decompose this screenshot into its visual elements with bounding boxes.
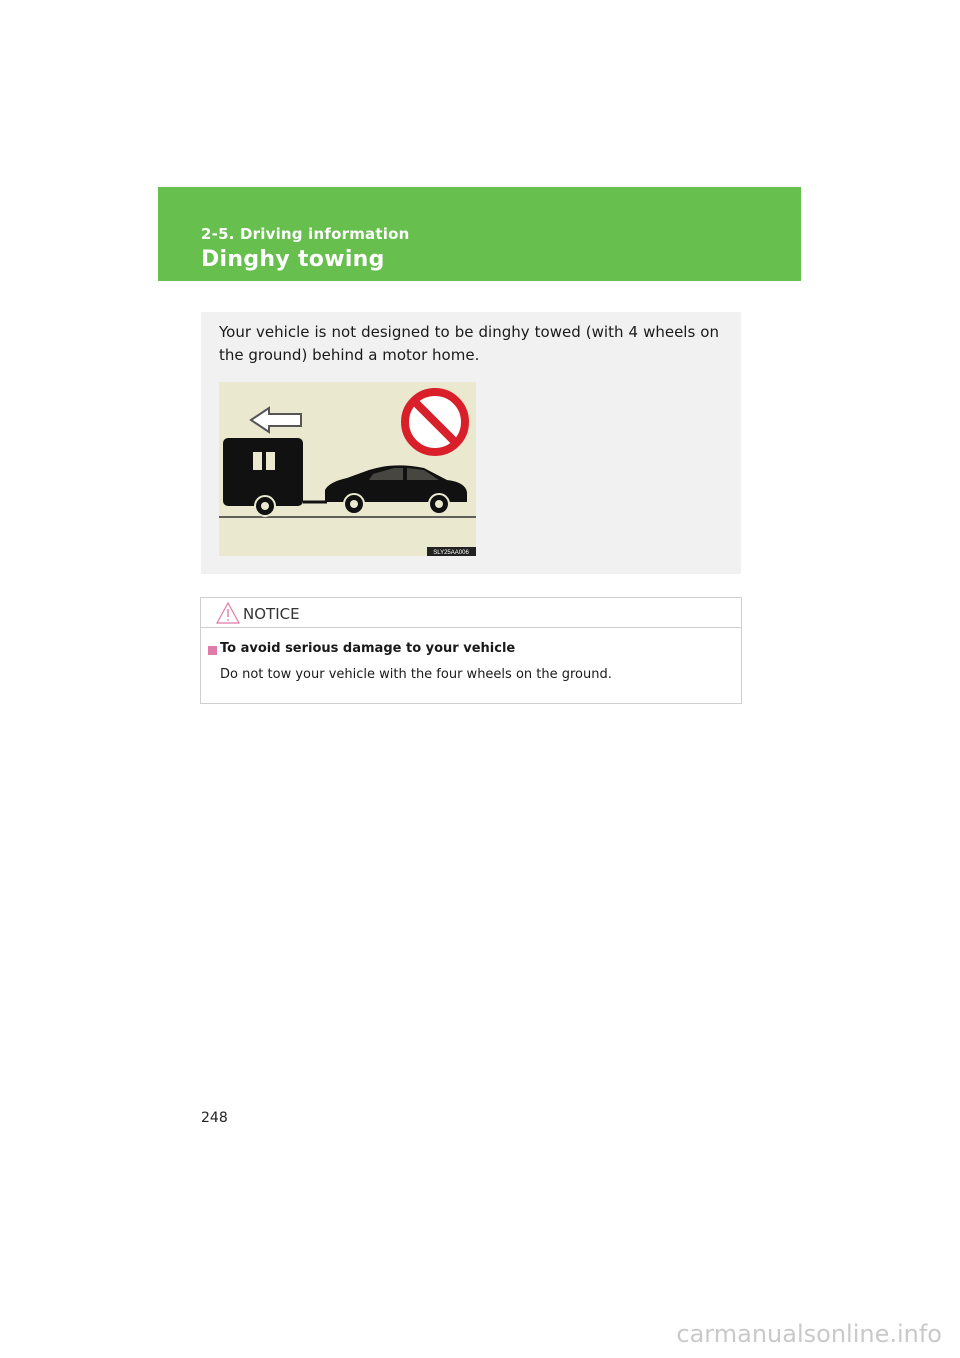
bullet-square-icon <box>208 646 217 655</box>
warning-triangle-icon <box>216 602 240 624</box>
prohibition-icon <box>405 392 465 452</box>
page-title: Dinghy towing <box>201 247 385 272</box>
figure-code: SLY25AA006 <box>433 550 469 556</box>
watermark: carmanualsonline.info <box>676 1320 942 1348</box>
notice-body: Do not tow your vehicle with the four wheels on the ground. <box>220 667 612 682</box>
notice-box <box>200 597 742 704</box>
section-label: 2-5. Driving information <box>201 225 410 243</box>
intro-text: Your vehicle is not designed to be dinghy towed (with 4 wheels on the ground) behind a motor home. <box>219 323 719 364</box>
intro-box <box>201 312 741 574</box>
page-number: 248 <box>201 1110 228 1126</box>
section-header <box>158 187 801 281</box>
notice-header <box>201 598 741 628</box>
motor-home-shape <box>223 438 303 516</box>
notice-subtitle: To avoid serious damage to your vehicle <box>220 641 516 656</box>
dinghy-towing-illustration <box>219 382 476 556</box>
notice-label: NOTICE <box>243 605 300 623</box>
